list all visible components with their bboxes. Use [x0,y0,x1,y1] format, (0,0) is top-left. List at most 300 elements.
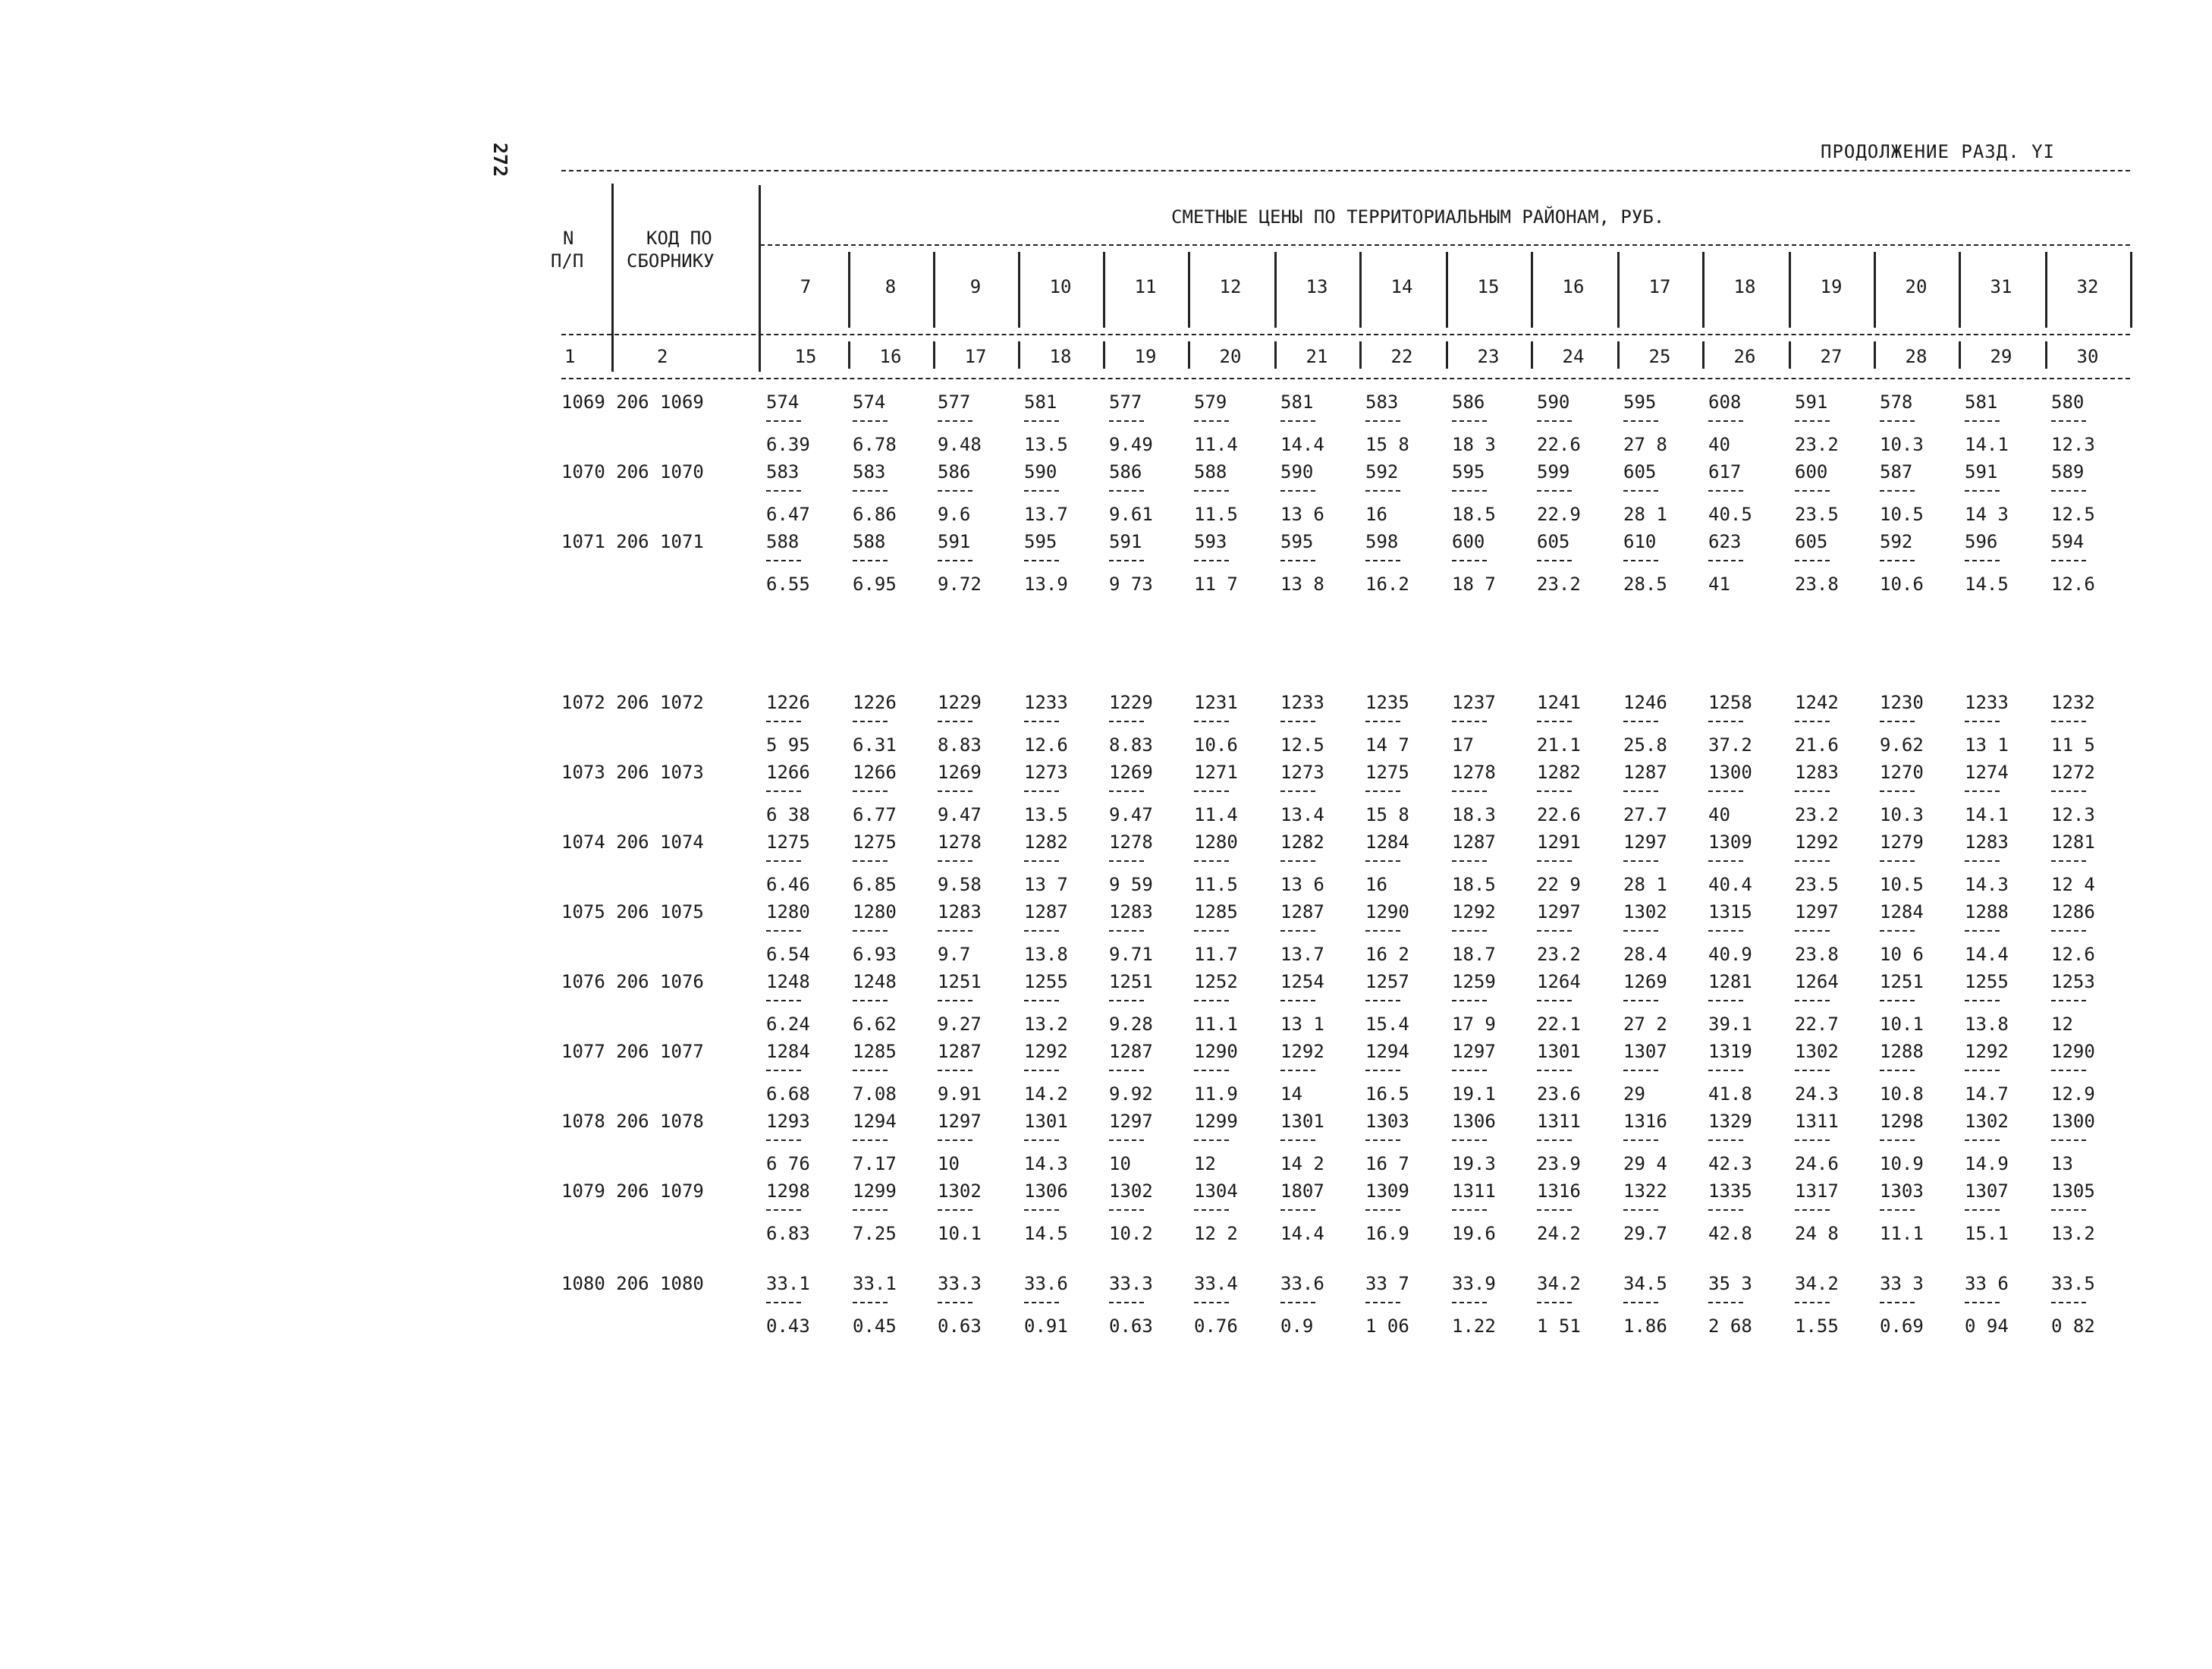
wage-value: 6 76 [766,1153,810,1174]
wage-value: 21.1 [1537,734,1581,756]
fraction-line [1795,860,1830,862]
wage-value: 12.3 [2051,804,2095,825]
fraction-line [1280,1209,1315,1211]
wage-value: 23.2 [1795,804,1839,825]
n-header: N [563,228,574,249]
fraction-line [1365,790,1400,792]
wage-value: 1 51 [1537,1315,1581,1337]
fraction-line [2051,721,2086,722]
fraction-line [1452,420,1487,422]
price-value: 1311 [1795,1111,1839,1132]
wage-value: 12.5 [2051,504,2095,525]
wage-value: 23.8 [1795,574,1839,595]
index-column-number: 26 [1733,346,1756,367]
price-value: 1286 [2051,901,2095,923]
price-value: 590 [1280,461,1314,482]
wage-value: 23.8 [1795,944,1839,965]
wage-value: 10.5 [1880,874,1924,895]
wage-value: 14.5 [1965,574,2009,595]
price-value: 1297 [1109,1111,1153,1132]
price-value: 581 [1280,391,1314,413]
price-value: 1297 [1452,1041,1496,1062]
price-value: 1287 [1623,762,1667,783]
fraction-line [1024,560,1059,561]
row-code: 1073 206 1073 [561,762,704,783]
price-value: 1257 [1365,971,1409,992]
wage-value: 27.7 [1623,804,1667,825]
fraction-line [766,860,801,862]
fraction-line [1795,490,1830,492]
price-value: 1278 [938,831,982,853]
fraction-line [1623,420,1658,422]
wage-value: 14.7 [1965,1083,2009,1105]
price-value: 1317 [1795,1180,1839,1202]
wage-value: 13.8 [1965,1014,2009,1035]
wage-value: 6.47 [766,504,810,525]
fraction-line [2051,860,2086,862]
fraction-line [2051,560,2086,561]
fraction-line [1708,560,1743,561]
price-value: 1303 [1365,1111,1409,1132]
index-column-number: 18 [1049,346,1072,367]
fraction-line [1880,860,1915,862]
wage-value: 10.9 [1880,1153,1924,1174]
fraction-line [1880,420,1915,422]
wage-value: 13 7 [1024,874,1068,895]
index-column-number: 27 [1820,346,1843,367]
wage-value: 0.45 [853,1315,897,1337]
wage-value: 12 2 [1194,1223,1238,1244]
row-code: 1075 206 1075 [561,901,704,923]
fraction-line [1024,1000,1059,1001]
region-column-header: 32 [2076,276,2099,297]
fraction-line [2051,420,2086,422]
fraction-line [938,1139,972,1141]
wage-value: 9.62 [1880,734,1924,756]
index-col-1: 1 [564,346,576,367]
fraction-line [1024,721,1059,722]
price-value: 605 [1795,531,1828,552]
column-divider [611,341,614,372]
column-divider [1959,252,1961,328]
fraction-line [1795,1139,1830,1141]
price-value: 1287 [1280,901,1324,923]
price-value: 1254 [1280,971,1324,992]
price-value: 1231 [1194,692,1238,713]
price-value: 1335 [1708,1180,1752,1202]
wage-value: 13 1 [1280,1014,1324,1035]
wage-value: 16 2 [1365,944,1409,965]
price-value: 1251 [1109,971,1153,992]
wage-value: 16 7 [1365,1153,1409,1174]
fraction-line [1280,860,1315,862]
price-value: 1283 [938,901,982,923]
fraction-line [1194,790,1229,792]
fraction-line [1365,930,1400,932]
fraction-line [1280,1139,1315,1141]
fraction-line [766,560,801,561]
fraction-line [1452,1070,1487,1071]
fraction-line [1194,930,1229,932]
wage-value: 19.3 [1452,1153,1496,1174]
fraction-line [2051,1302,2086,1303]
column-divider [1188,341,1190,369]
wage-value: 22.1 [1537,1014,1581,1035]
price-value: 33 6 [1965,1273,2009,1294]
fraction-line [1452,860,1487,862]
column-divider [1789,252,1791,328]
price-value: 583 [853,461,886,482]
fraction-line [1795,790,1830,792]
price-value: 1311 [1537,1111,1581,1132]
price-value: 605 [1623,461,1657,482]
wage-value: 14 7 [1365,734,1409,756]
column-divider [1018,341,1020,369]
fraction-line [1024,490,1059,492]
column-divider [1103,341,1105,369]
fraction-line [1623,490,1658,492]
fraction-line [1965,860,2000,862]
wage-value: 10 [1109,1153,1131,1174]
fraction-line [766,1209,801,1211]
fraction-line [1795,1209,1830,1211]
fraction-line [1109,490,1144,492]
fraction-line [1537,1139,1572,1141]
fraction-line [1452,790,1487,792]
fraction-line [1965,1302,2000,1303]
fraction-line [766,721,801,722]
fraction-line [1708,790,1743,792]
price-value: 34.5 [1623,1273,1667,1294]
table-rule [760,244,2130,246]
column-divider [1617,341,1620,369]
price-value: 583 [766,461,800,482]
wage-value: 8.83 [1109,734,1153,756]
price-value: 1807 [1280,1180,1324,1202]
page-number: 272 [489,143,511,178]
fraction-line [2051,1209,2086,1211]
fraction-line [1708,1000,1743,1001]
fraction-line [1880,1302,1915,1303]
wage-value: 13 6 [1280,874,1324,895]
wage-value: 13.7 [1024,504,1068,525]
price-value: 1300 [2051,1111,2095,1132]
fraction-line [1623,930,1658,932]
index-column-number: 19 [1134,346,1157,367]
wage-value: 14.4 [1965,944,2009,965]
fraction-line [1452,490,1487,492]
price-value: 1297 [1623,831,1667,853]
price-value: 1283 [1965,831,2009,853]
fraction-line [853,721,888,722]
wage-value: 10 [938,1153,960,1174]
price-value: 1251 [1880,971,1924,992]
fraction-line [1537,860,1572,862]
index-column-number: 29 [1990,346,2012,367]
wage-value: 14.4 [1280,1223,1324,1244]
wage-value: 24 8 [1795,1223,1839,1244]
wage-value: 6.78 [853,434,897,455]
wage-value: 6.46 [766,874,810,895]
fraction-line [1365,721,1400,722]
fraction-line [1965,420,2000,422]
price-value: 1294 [853,1111,897,1132]
column-divider [1446,252,1448,328]
wage-value: 6.62 [853,1014,897,1035]
price-value: 1292 [1280,1041,1324,1062]
price-value: 1280 [853,901,897,923]
fraction-line [938,1209,972,1211]
wage-value: 42.3 [1708,1153,1752,1174]
fraction-line [1965,930,2000,932]
price-value: 1316 [1623,1111,1667,1132]
price-value: 1278 [1452,762,1496,783]
fraction-line [1109,790,1144,792]
wage-value: 13.8 [1024,944,1068,965]
price-value: 1272 [2051,762,2095,783]
fraction-line [938,790,972,792]
wage-value: 18.3 [1452,804,1496,825]
price-value: 577 [938,391,971,413]
fraction-line [1194,560,1229,561]
index-column-number: 15 [794,346,817,367]
price-value: 588 [766,531,800,552]
row-code: 1079 206 1079 [561,1180,704,1202]
fraction-line [1109,1070,1144,1071]
price-value: 591 [938,531,971,552]
fraction-line [1708,860,1743,862]
wage-value: 23.5 [1795,504,1839,525]
fraction-line [1194,420,1229,422]
wage-value: 9.49 [1109,434,1153,455]
wage-value: 14.3 [1965,874,2009,895]
price-value: 590 [1024,461,1057,482]
fraction-line [1365,490,1400,492]
wage-value: 42.8 [1708,1223,1752,1244]
row-code: 1072 206 1072 [561,692,704,713]
price-value: 1273 [1280,762,1324,783]
fraction-line [853,1302,888,1303]
fraction-line [1280,1070,1315,1071]
price-value: 623 [1708,531,1742,552]
wage-value: 27 8 [1623,434,1667,455]
fraction-line [1452,930,1487,932]
table-rule [561,334,2130,335]
price-value: 1282 [1024,831,1068,853]
wage-value: 6.86 [853,504,897,525]
price-value: 592 [1880,531,1913,552]
price-value: 1292 [1965,1041,2009,1062]
wage-value: 10.6 [1194,734,1238,756]
wage-value: 11.4 [1194,804,1238,825]
price-value: 1229 [1109,692,1153,713]
wage-value: 7.08 [853,1083,897,1105]
wage-value: 22.9 [1537,504,1581,525]
price-value: 1306 [1452,1111,1496,1132]
fraction-line [1024,1139,1059,1141]
price-value: 1252 [1194,971,1238,992]
price-value: 1316 [1537,1180,1581,1202]
fraction-line [1708,930,1743,932]
price-value: 1233 [1280,692,1324,713]
fraction-line [1194,721,1229,722]
fraction-line [938,1302,972,1303]
price-value: 617 [1708,461,1742,482]
fraction-line [1109,560,1144,561]
wage-value: 6.93 [853,944,897,965]
price-value: 581 [1965,391,1998,413]
column-divider [1188,252,1190,328]
region-column-header: 9 [969,276,982,297]
wage-value: 23.2 [1537,574,1581,595]
wage-value: 6.95 [853,574,897,595]
wage-value: 13 6 [1280,504,1324,525]
fraction-line [1880,1000,1915,1001]
price-value: 1306 [1024,1180,1068,1202]
wage-value: 16 [1365,874,1387,895]
fraction-line [1708,1302,1743,1303]
price-value: 1270 [1880,762,1924,783]
fraction-line [853,930,888,932]
column-divider [1702,252,1705,328]
wage-value: 9.72 [938,574,982,595]
price-value: 1301 [1024,1111,1068,1132]
wage-value: 23.9 [1537,1153,1581,1174]
price-value: 1298 [1880,1111,1924,1132]
fraction-line [1537,1070,1572,1071]
fraction-line [1194,490,1229,492]
fraction-line [1965,721,2000,722]
fraction-line [1795,420,1830,422]
wage-value: 0.69 [1880,1315,1924,1337]
wage-value: 6.55 [766,574,810,595]
fraction-line [1024,420,1059,422]
price-value: 579 [1194,391,1227,413]
price-value: 1282 [1280,831,1324,853]
fraction-line [1623,1070,1658,1071]
fraction-line [1537,790,1572,792]
fraction-line [1109,1000,1144,1001]
price-value: 33.4 [1194,1273,1238,1294]
price-value: 1280 [766,901,810,923]
fraction-line [2051,1139,2086,1141]
fraction-line [766,1070,801,1071]
fraction-line [1024,930,1059,932]
price-value: 1253 [2051,971,2095,992]
wage-value: 9.6 [938,504,971,525]
price-value: 1273 [1024,762,1068,783]
code-header-line2: СБОРНИКУ [627,250,715,272]
fraction-line [1280,930,1315,932]
fraction-line [1795,1000,1830,1001]
wage-value: 12.6 [2051,574,2095,595]
wage-value: 1.55 [1795,1315,1839,1337]
price-value: 1292 [1795,831,1839,853]
fraction-line [1452,721,1487,722]
fraction-line [766,420,801,422]
fraction-line [1109,1139,1144,1141]
column-divider [1789,341,1791,369]
wage-value: 24.3 [1795,1083,1839,1105]
price-value: 1269 [938,762,982,783]
fraction-line [1280,490,1315,492]
price-value: 1246 [1623,692,1667,713]
column-divider [2130,252,2132,328]
price-value: 1300 [1708,762,1752,783]
wage-value: 9 73 [1109,574,1153,595]
price-value: 594 [2051,531,2085,552]
row-code: 1078 206 1078 [561,1111,704,1132]
region-column-header: 31 [1990,276,2012,297]
wage-value: 9.58 [938,874,982,895]
wage-value: 0 82 [2051,1315,2095,1337]
price-value: 1299 [1194,1111,1238,1132]
wage-value: 29.7 [1623,1223,1667,1244]
index-column-number: 23 [1477,346,1500,367]
price-value: 1266 [766,762,810,783]
price-value: 1255 [1024,971,1068,992]
wage-value: 6.31 [853,734,897,756]
wage-value: 11 7 [1194,574,1238,595]
price-value: 33.6 [1280,1273,1324,1294]
fraction-line [1452,1000,1487,1001]
fraction-line [1452,1139,1487,1141]
wage-value: 15.4 [1365,1014,1409,1035]
fraction-line [1194,1209,1229,1211]
fraction-line [1365,860,1400,862]
wage-value: 15.1 [1965,1223,2009,1244]
price-value: 1258 [1708,692,1752,713]
price-value: 586 [1452,391,1485,413]
price-value: 33 7 [1365,1273,1409,1294]
wage-value: 16.9 [1365,1223,1409,1244]
column-divider [1274,252,1277,328]
fraction-line [853,1209,888,1211]
fraction-line [766,1302,801,1303]
fraction-line [1280,721,1315,722]
wage-value: 13 [2051,1153,2073,1174]
wage-value: 12 4 [2051,874,2095,895]
wage-value: 12.5 [1280,734,1324,756]
wage-value: 6.68 [766,1083,810,1105]
fraction-line [1280,560,1315,561]
fraction-line [938,420,972,422]
fraction-line [2051,930,2086,932]
wage-value: 8.83 [938,734,982,756]
price-value: 1315 [1708,901,1752,923]
fraction-line [1623,1302,1658,1303]
fraction-line [1365,560,1400,561]
fraction-line [853,490,888,492]
wage-value: 41 [1708,574,1730,595]
wage-value: 28 1 [1623,504,1667,525]
fraction-line [1452,1302,1487,1303]
price-value: 1288 [1965,901,2009,923]
wage-value: 13.4 [1280,804,1324,825]
price-value: 591 [1109,531,1142,552]
wage-value: 0.43 [766,1315,810,1337]
price-value: 1302 [1109,1180,1153,1202]
wage-value: 12.6 [2051,944,2095,965]
fraction-line [1880,1139,1915,1141]
index-column-number: 25 [1648,346,1671,367]
wage-value: 14.5 [1024,1223,1068,1244]
price-value: 1248 [766,971,810,992]
wage-value: 28.5 [1623,574,1667,595]
fraction-line [1795,930,1830,932]
wage-value: 10.8 [1880,1083,1924,1105]
price-value: 1292 [1024,1041,1068,1062]
